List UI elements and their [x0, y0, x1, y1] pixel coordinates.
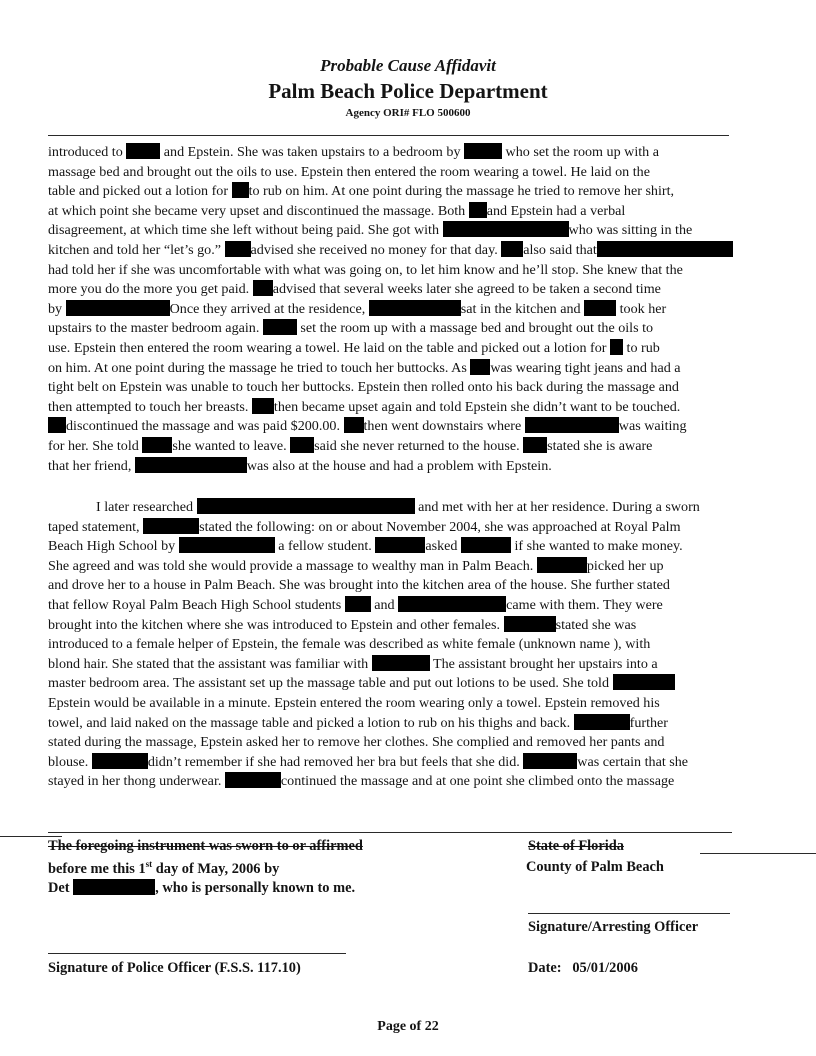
document-title: Probable Cause Affidavit [320, 56, 496, 75]
redaction [48, 417, 66, 433]
redaction [597, 241, 733, 257]
text-line: Beach High School by a fellow student. asked if she wanted to make money. [48, 538, 683, 555]
redaction [537, 557, 587, 573]
text-line: brought into the kitchen where she was introduced to Epstein and other females. stated she was [48, 616, 637, 633]
text-line: discontinued the massage and was paid $200.00. then went downstairs where was waiting [48, 417, 784, 437]
department-name: Palm Beach Police Department [268, 79, 548, 103]
redaction [369, 300, 461, 316]
text-line: taped statement, stated the following: on or about November 2004, she was approached at Royal Palm [48, 518, 681, 535]
text-line: blond hair. She stated that the assistant was familiar with The assistant brought her upstairs into a [48, 655, 658, 672]
narrative-paragraph-2 [48, 498, 784, 792]
text-line: master bedroom area. The assistant set up the massage table and put out lotions to be used. She told [48, 674, 784, 694]
agency-ori: Agency ORI# FLO 500600 [345, 107, 471, 119]
text-line: stated during the massage, Epstein asked her to remove her clothes. She complied and removed her pants and [48, 734, 665, 751]
redaction [225, 772, 281, 788]
redaction [73, 879, 155, 895]
text-line: stayed in her thong underwear. continued the massage and at one point she climbed onto the massage [48, 773, 675, 790]
redaction [290, 437, 314, 453]
text-line: towel, and laid naked on the massage table and picked a lotion to rub on his thighs and back. further [48, 714, 669, 731]
text-line: then attempted to touch her breasts. then became upset again and told Epstein she didn’t want to be touched. [48, 398, 681, 415]
redaction [375, 537, 425, 553]
text-line: I later researched and met with her at her residence. During a sworn [96, 499, 700, 515]
redaction [135, 457, 247, 473]
redaction [142, 437, 172, 453]
text-line: had told her if she was uncomfortable with what was going on, to let him know and he’ll stop. She knew that the [48, 261, 683, 278]
redaction [344, 417, 364, 433]
redaction [197, 498, 415, 514]
text-line: massage bed and brought out the oils to use. Epstein then entered the room wearing a towel. He laid on the [48, 163, 650, 180]
county-label: County of Palm Beach [526, 859, 664, 875]
text-line: that fellow Royal Palm Beach High School students and came with them. They were [48, 596, 663, 613]
sworn-date-line: before me this 1st day of May, 2006 by [48, 859, 280, 877]
header-rule [48, 135, 729, 136]
arresting-officer-signature-label: Signature/Arresting Officer [528, 919, 699, 935]
text-line: table and picked out a lotion for to rub on him. At one point during the massage he tried to remove her shirt, [48, 183, 675, 200]
redaction [443, 221, 569, 237]
text-line: Epstein would be available in a minute. Epstein entered the room wearing only a towel. Epstein removed his [48, 694, 660, 711]
text-line: disagreement, at which time she left without being paid. She got with who was sitting in the [48, 222, 693, 239]
text-line: more you do the more you get paid. advised that several weeks later she agreed to be taken a second time [48, 281, 661, 298]
redaction [225, 241, 251, 257]
redaction [523, 437, 547, 453]
redaction [610, 339, 623, 355]
text-line: and drove her to a house in Palm Beach. She was brought into the kitchen area of the house. She further stated [48, 577, 670, 594]
redaction [470, 359, 490, 375]
redaction [613, 674, 675, 690]
redaction [584, 300, 616, 316]
text-line: by Once they arrived at the residence, sat in the kitchen and took her [48, 300, 667, 317]
redaction [525, 417, 619, 433]
redaction [143, 518, 199, 534]
state-label: State of Florida [528, 838, 624, 854]
redaction [253, 280, 273, 296]
footer-rule [48, 832, 732, 833]
text-line: tight belt on Epstein was unable to touch her buttocks. Epstein then rolled onto his back during the massage and [48, 379, 679, 396]
text-line: kitchen and told her “let’s go.” advised she received no money for that day. also said that [48, 241, 784, 261]
date-field: Date: 05/01/2006 [528, 960, 638, 976]
text-line: blouse. didn’t remember if she had removed her bra but feels that she did. was certain that she [48, 753, 689, 770]
text-line: She agreed and was told she would provide a massage to wealthy man in Palm Beach. picked her up [48, 557, 664, 574]
redaction [464, 143, 502, 159]
police-officer-signature-label: Signature of Police Officer (F.S.S. 117.10) [48, 960, 301, 976]
redaction [66, 300, 170, 316]
redaction [504, 616, 556, 632]
footer-scan-line-left [0, 836, 62, 837]
text-line: use. Epstein then entered the room wearing a towel. He laid on the table and picked out a lotion for to rub [48, 339, 660, 356]
police-signature-rule [48, 953, 346, 954]
detective-line: Det , who is personally known to me. [48, 880, 356, 896]
redaction [345, 596, 371, 612]
narrative-paragraph-1 [48, 143, 784, 476]
redaction [574, 714, 630, 730]
redaction [372, 655, 430, 671]
redaction [469, 202, 487, 218]
text-line: on him. At one point during the massage he tried to touch her buttocks. As was wearing tight jeans and had a [48, 359, 681, 376]
redaction [92, 753, 148, 769]
redaction [263, 319, 297, 335]
text-line: upstairs to the master bedroom again. set the room up with a massage bed and brought out the oils to [48, 320, 654, 337]
redaction [252, 398, 274, 414]
sworn-statement: The foregoing instrument was sworn to or affirmed [48, 838, 363, 854]
officer-signature-rule [528, 913, 730, 914]
redaction [523, 753, 577, 769]
text-line: introduced to a female helper of Epstein, the female was described as white female (unknown name ), with [48, 636, 651, 653]
redaction [501, 241, 523, 257]
redaction [461, 537, 511, 553]
text-line: for her. She told she wanted to leave. said she never returned to the house. stated she is aware [48, 437, 653, 454]
redaction [179, 537, 275, 553]
text-line: introduced to and Epstein. She was taken upstairs to a bedroom by who set the room up with a [48, 144, 659, 160]
footer-scan-line-right [700, 853, 816, 854]
redaction [126, 143, 160, 159]
redaction [398, 596, 506, 612]
page-number: Page of 22 [377, 1019, 439, 1034]
redaction [232, 182, 249, 198]
text-line: that her friend, was also at the house and had a problem with Epstein. [48, 457, 552, 474]
text-line: at which point she became very upset and discontinued the massage. Both and Epstein had a verbal [48, 202, 626, 219]
